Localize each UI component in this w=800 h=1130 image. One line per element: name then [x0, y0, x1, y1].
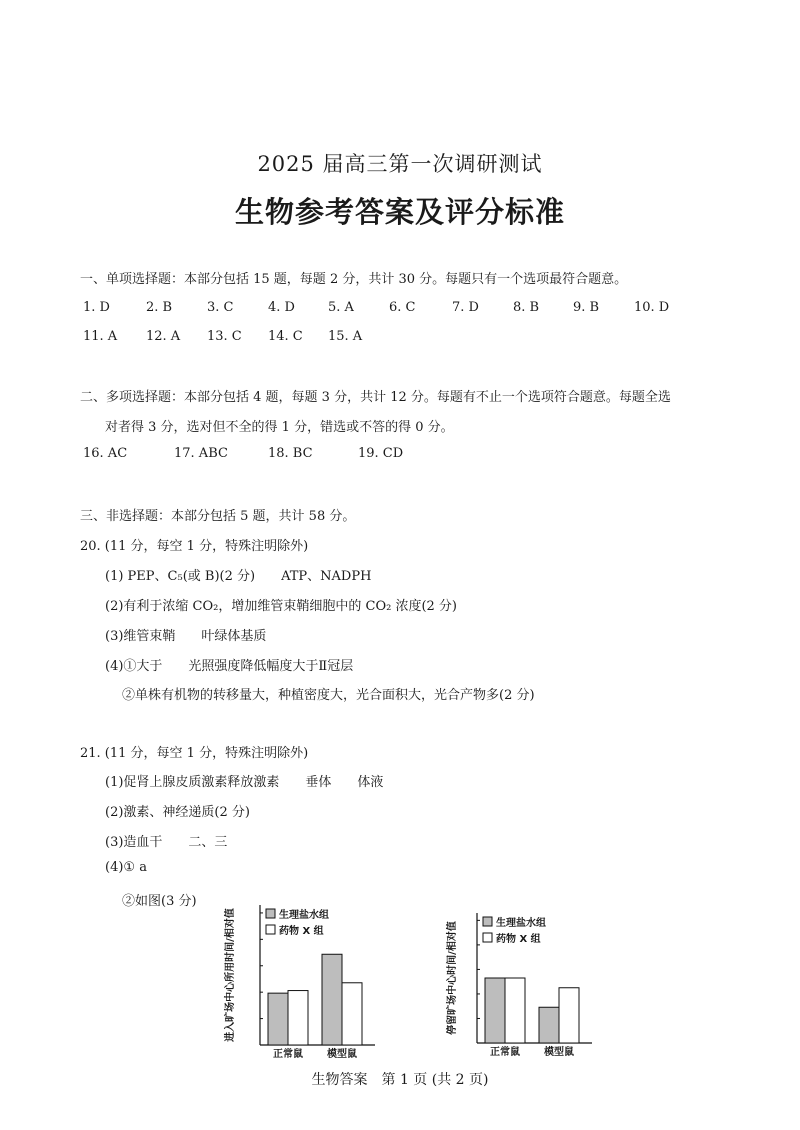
- chart-0-bar-1-0: [322, 954, 342, 1045]
- q20-line-3: (3)维管束鞘 叶绿体基质: [105, 629, 267, 644]
- q20-title: 20. (11 分，每空 1 分，特殊注明除外): [80, 539, 309, 554]
- chart-1-category-label: 正常鼠: [490, 1047, 520, 1058]
- answer-1: 1. D: [83, 300, 110, 315]
- chart-0-category-label: 正常鼠: [273, 1049, 303, 1060]
- answer-12: 12. A: [146, 329, 181, 344]
- chart-1-category-label: 模型鼠: [544, 1047, 574, 1058]
- answer-3: 3. C: [207, 300, 234, 315]
- chart-0-legend-label: 生理盐水组: [279, 910, 329, 921]
- chart-0-category-label: 模型鼠: [327, 1049, 357, 1060]
- chart-1-bar-0-1: [505, 978, 525, 1043]
- answer-4: 4. D: [268, 300, 295, 315]
- answer-14: 14. C: [268, 329, 303, 344]
- chart-0-legend-swatch: [266, 925, 275, 934]
- answer-10: 10. D: [634, 300, 670, 315]
- answer-6: 6. C: [389, 300, 416, 315]
- section1-heading: 一、单项选择题：本部分包括 15 题，每题 2 分，共计 30 分。每题只有一个选项最符合题意。: [80, 272, 628, 287]
- answer-17: 17. ABC: [174, 446, 228, 461]
- answer-9: 9. B: [573, 300, 600, 315]
- answer-13: 13. C: [207, 329, 242, 344]
- q20-line-4: (4)①大于 光照强度降低幅度大于Ⅱ冠层: [105, 659, 354, 674]
- q21-line-5: ②如图(3 分): [122, 894, 197, 909]
- doc-title-line1: 2025 届高三第一次调研测试: [257, 152, 543, 176]
- section2-heading-line1: 二、多项选择题：本部分包括 4 题，每题 3 分，共计 12 分。每题有不止一个选项符合题意。每题全选: [80, 390, 671, 405]
- bar-chart-entry-time-svg: [225, 895, 375, 1060]
- answer-7: 7. D: [452, 300, 479, 315]
- q20-line-2: (2)有利于浓缩 CO₂，增加维管束鞘细胞中的 CO₂ 浓度(2 分): [105, 599, 457, 614]
- q20-line-5: ②单株有机物的转移量大，种植密度大，光合面积大，光合产物多(2 分): [122, 688, 535, 703]
- section2-heading-line2: 对者得 3 分，选对但不全的得 1 分，错选或不答的得 0 分。: [105, 420, 454, 435]
- chart-0-bar-0-0: [268, 993, 288, 1045]
- chart-0-ylabel: 进入旷场中心所用时间/相对值: [225, 908, 236, 1042]
- q21-line-4: (4)① a: [105, 860, 147, 875]
- q20-line-1: (1) PEP、C₅(或 B)(2 分) ATP、NADPH: [105, 569, 372, 584]
- chart-1-legend-swatch: [483, 933, 492, 942]
- q21-line-1: (1)促肾上腺皮质激素释放激素 垂体 体液: [105, 775, 384, 790]
- chart-1-legend-swatch: [483, 917, 492, 926]
- bar-chart-stay-time-svg: [447, 903, 597, 1058]
- chart-1-plot: [445, 913, 592, 1058]
- answer-2: 2. B: [146, 300, 173, 315]
- chart-0-legend-swatch: [266, 909, 275, 918]
- chart-1-legend-label: 生理盐水组: [496, 918, 546, 929]
- answer-18: 18. BC: [268, 446, 313, 461]
- chart-1-ylabel: 停留旷场中心时间/相对值: [447, 921, 458, 1035]
- q21-line-2: (2)激素、神经递质(2 分): [105, 805, 250, 820]
- chart-1-bar-0-0: [485, 978, 505, 1043]
- q21-line-3: (3)造血干 二、三: [105, 835, 228, 850]
- answer-19: 19. CD: [358, 446, 404, 461]
- answer-15: 15. A: [328, 329, 363, 344]
- answer-16: 16. AC: [83, 446, 128, 461]
- bar-chart-entry-time: [225, 895, 375, 1060]
- chart-0-plot: [223, 905, 375, 1060]
- answer-5: 5. A: [328, 300, 354, 315]
- chart-0-bar-1-1: [342, 983, 362, 1045]
- q21-title: 21. (11 分，每空 1 分，特殊注明除外): [80, 746, 309, 761]
- doc-title-line2: 生物参考答案及评分标准: [234, 195, 565, 229]
- answer-11: 11. A: [83, 329, 118, 344]
- chart-1-bar-1-0: [539, 1007, 559, 1043]
- page-footer: 生物答案 第 1 页 (共 2 页): [311, 1072, 489, 1088]
- chart-0-legend-label: 药物 X 组: [279, 926, 324, 937]
- chart-1-bar-1-1: [559, 988, 579, 1043]
- chart-1-legend-label: 药物 X 组: [496, 934, 541, 945]
- bar-chart-stay-time: [447, 903, 597, 1058]
- section3-heading: 三、非选择题：本部分包括 5 题，共计 58 分。: [80, 509, 356, 524]
- chart-0-bar-0-1: [288, 991, 308, 1045]
- answer-8: 8. B: [513, 300, 540, 315]
